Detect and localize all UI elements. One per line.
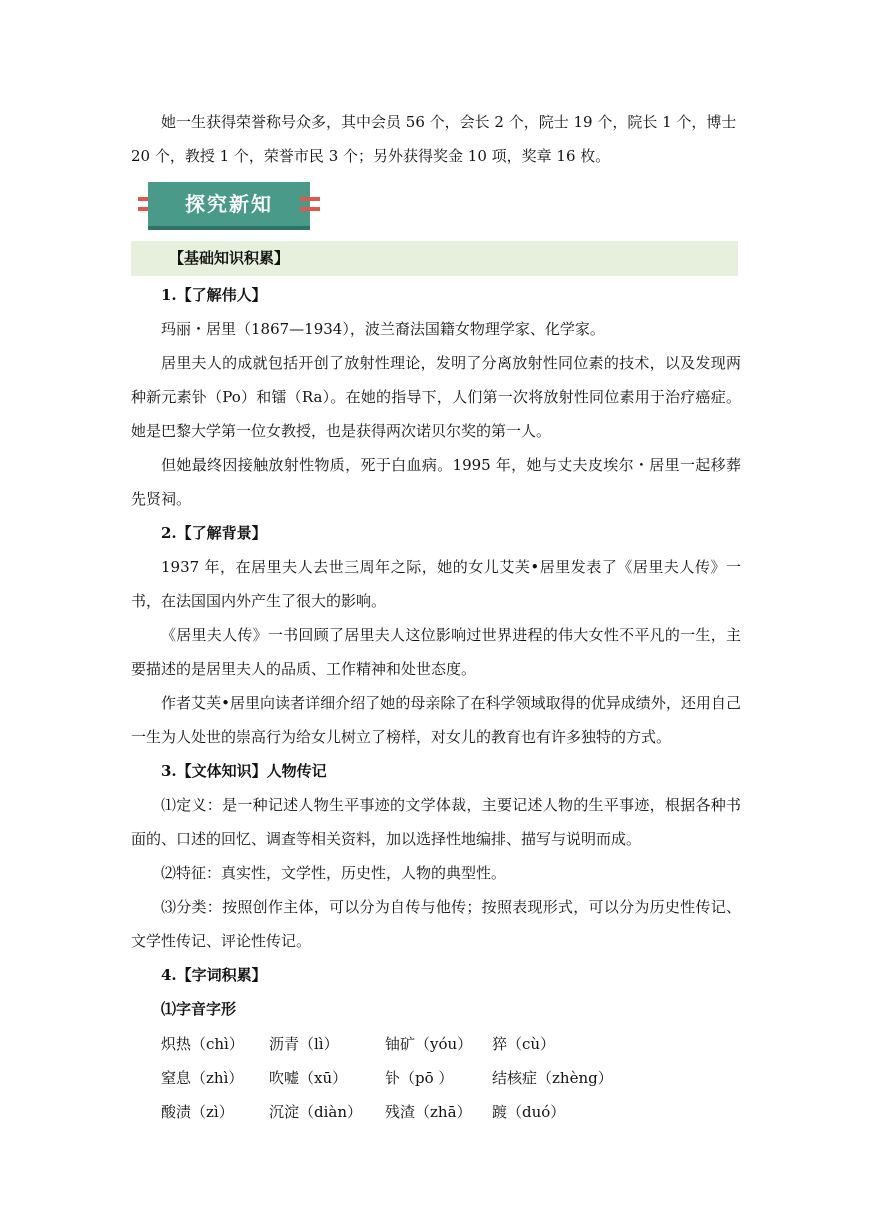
- heading-great-person: 1.【了解伟人】: [161, 286, 267, 304]
- paragraph-background-2: 《居里夫人传》一书回顾了居里夫人这位影响过世界进程的伟大女性不平凡的一生，主要描述的是居里夫人的品质、工作精神和处世态度。: [131, 626, 741, 678]
- pinyin-item: 吹嘘（xū）: [269, 1069, 348, 1087]
- pinyin-item: 猝（cù）: [492, 1035, 556, 1053]
- paragraph-background-1: 1937 年，在居里夫人去世三周年之际，她的女儿艾芙•居里发表了《居里夫人传》一书，在法国国内外产生了很大的影响。: [131, 558, 741, 610]
- paragraph-bio: 玛丽・居里（1867—1934），波兰裔法国籍女物理学家、化学家。: [161, 320, 605, 338]
- pinyin-item: 踱（duó）: [492, 1103, 566, 1121]
- banner-dash-right-top: [300, 197, 320, 201]
- pinyin-item: 沥青（lì）: [269, 1035, 339, 1053]
- pinyin-item: 铀矿（yóu）: [385, 1035, 473, 1053]
- heading-genre: 3.【文体知识】人物传记: [161, 762, 327, 780]
- paragraph-death: 但她最终因接触放射性物质，死于白血病。1995 年，她与丈夫皮埃尔・居里一起移葬先贤祠。: [131, 456, 741, 508]
- pinyin-item: 酸渍（zì）: [161, 1103, 234, 1121]
- banner-title: 探究新知: [185, 192, 273, 216]
- section-header-bar: [131, 241, 738, 276]
- honors-line-2: 20 个，教授 1 个，荣誉市民 3 个；另外获得奖金 10 项，奖章 16 枚。: [131, 147, 611, 165]
- pinyin-item: 残渣（zhā）: [385, 1103, 472, 1121]
- pinyin-item: 炽热（chì）: [161, 1035, 244, 1053]
- section-title: 【基础知识积累】: [169, 249, 290, 267]
- pinyin-item: 沉淀（diàn）: [269, 1103, 363, 1121]
- heading-background: 2.【了解背景】: [161, 524, 267, 542]
- paragraph-definition: ⑴定义：是一种记述人物生平事迹的文学体裁，主要记述人物的生平事迹，根据各种书面的、口述的回忆、调查等相关资料，加以选择性地编排、描写与说明而成。: [131, 796, 741, 848]
- heading-pronunciation: ⑴字音字形: [161, 1000, 237, 1018]
- section-banner: [138, 182, 320, 230]
- pinyin-item: 钋（pō ）: [385, 1069, 454, 1087]
- banner-dash-right-bottom: [300, 207, 320, 211]
- honors-line-1: 她一生获得荣誉称号众多，其中会员 56 个，会长 2 个，院士 19 个，院长 1 个，博士: [161, 113, 737, 131]
- pinyin-item: 窒息（zhì）: [161, 1069, 244, 1087]
- paragraph-achievements: 居里夫人的成就包括开创了放射性理论，发明了分离放射性同位素的技术，以及发现两种新元素钋（Po）和镭（Ra）。在她的指导下，人们第一次将放射性同位素用于治疗癌症。她是巴黎大学第一位女教授，也是获得两次诺贝尔奖的第一人。: [131, 354, 741, 440]
- paragraph-features: ⑵特征：真实性，文学性，历史性，人物的典型性。: [161, 864, 507, 882]
- heading-vocabulary: 4.【字词积累】: [161, 966, 267, 984]
- paragraph-classification: ⑶分类：按照创作主体，可以分为自传与他传；按照表现形式，可以分为历史性传记、文学性传记、评论性传记。: [131, 898, 741, 950]
- pinyin-item: 结核症（zhèng）: [492, 1069, 613, 1087]
- paragraph-background-3: 作者艾芙•居里向读者详细介绍了她的母亲除了在科学领域取得的优异成绩外，还用自己一生为人处世的崇高行为给女儿树立了榜样，对女儿的教育也有许多独特的方式。: [131, 694, 741, 746]
